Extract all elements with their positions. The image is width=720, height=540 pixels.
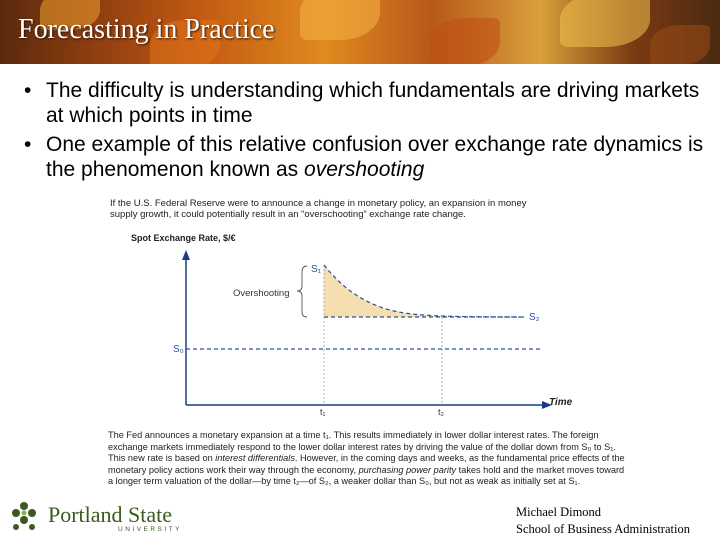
overshooting-brace [297, 266, 307, 317]
bullet-text: The difficulty is understanding which fundamentals are driving markets at which points in time [46, 79, 700, 127]
slide-title: Forecasting in Practice [18, 14, 275, 45]
bullet-dot-icon: • [24, 133, 32, 156]
t1-label: t₁ [320, 407, 326, 417]
t2-label: t₂ [438, 407, 444, 417]
leaf-decoration [300, 0, 380, 40]
bullet-item [18, 78, 708, 128]
time-axis-label: Time [549, 397, 573, 408]
leaf-decoration [430, 18, 500, 64]
caption-text: . However, in the coming days and weeks, as the fundamental price effects of the monetary policy actions work their way through the economy, [108, 453, 625, 475]
bullet-list [18, 78, 708, 186]
leaf-decoration [650, 25, 710, 64]
overshooting-chart [100, 240, 590, 430]
caption-text: takes hold and the market moves toward a longer term valuation of the dollar—by time t₂—of S₂, a weaker dollar than S₀, but not as weak as initially set at S₁. [108, 464, 625, 487]
caption-emphasis: interest differentials [215, 453, 295, 464]
overshooting-label: Overshooting [233, 288, 290, 299]
bullet-emphasis: overshooting [304, 158, 425, 181]
author-name: Michael Dimond [516, 505, 602, 519]
figure-intro: If the U.S. Federal Reserve were to announce a change in monetary policy, an expansion in money supply growth, it could potentially result in an “overschooting” exchange rate change. [110, 198, 527, 220]
figure-caption [108, 430, 628, 488]
caption-emphasis: purchasing power parity [358, 464, 457, 475]
bullet-text: One example of this relative confusion over exchange rate dynamics is the phenomenon known as [46, 133, 704, 181]
author-credit [516, 504, 690, 538]
s1-label: S₁ [311, 264, 322, 275]
chart-title: Spot Exchange Rate, $/€ [131, 233, 236, 243]
y-axis-arrow-icon [182, 250, 190, 260]
caption-text: The Fed announces a monetary expansion at a time t₁. This results immediately in lower dollar interest rates. The foreign exchange markets immediately respond to the lower dollar interest rates by driving the value of the dollar down from S₀ to S₁. This new rate is based on [108, 430, 616, 464]
title-banner [0, 0, 720, 64]
leaf-decoration [560, 0, 650, 47]
bullet-dot-icon: • [24, 79, 32, 102]
author-school: School of Business Administration [516, 522, 690, 536]
s2-label: S₂ [529, 312, 540, 323]
logo-wordmark: Portland State [48, 502, 173, 527]
overshoot-fill-area [324, 265, 520, 317]
s0-label: S₀ [173, 344, 184, 355]
bullet-item [18, 132, 708, 182]
logo-subtitle: UNIVERSITY [118, 526, 183, 533]
